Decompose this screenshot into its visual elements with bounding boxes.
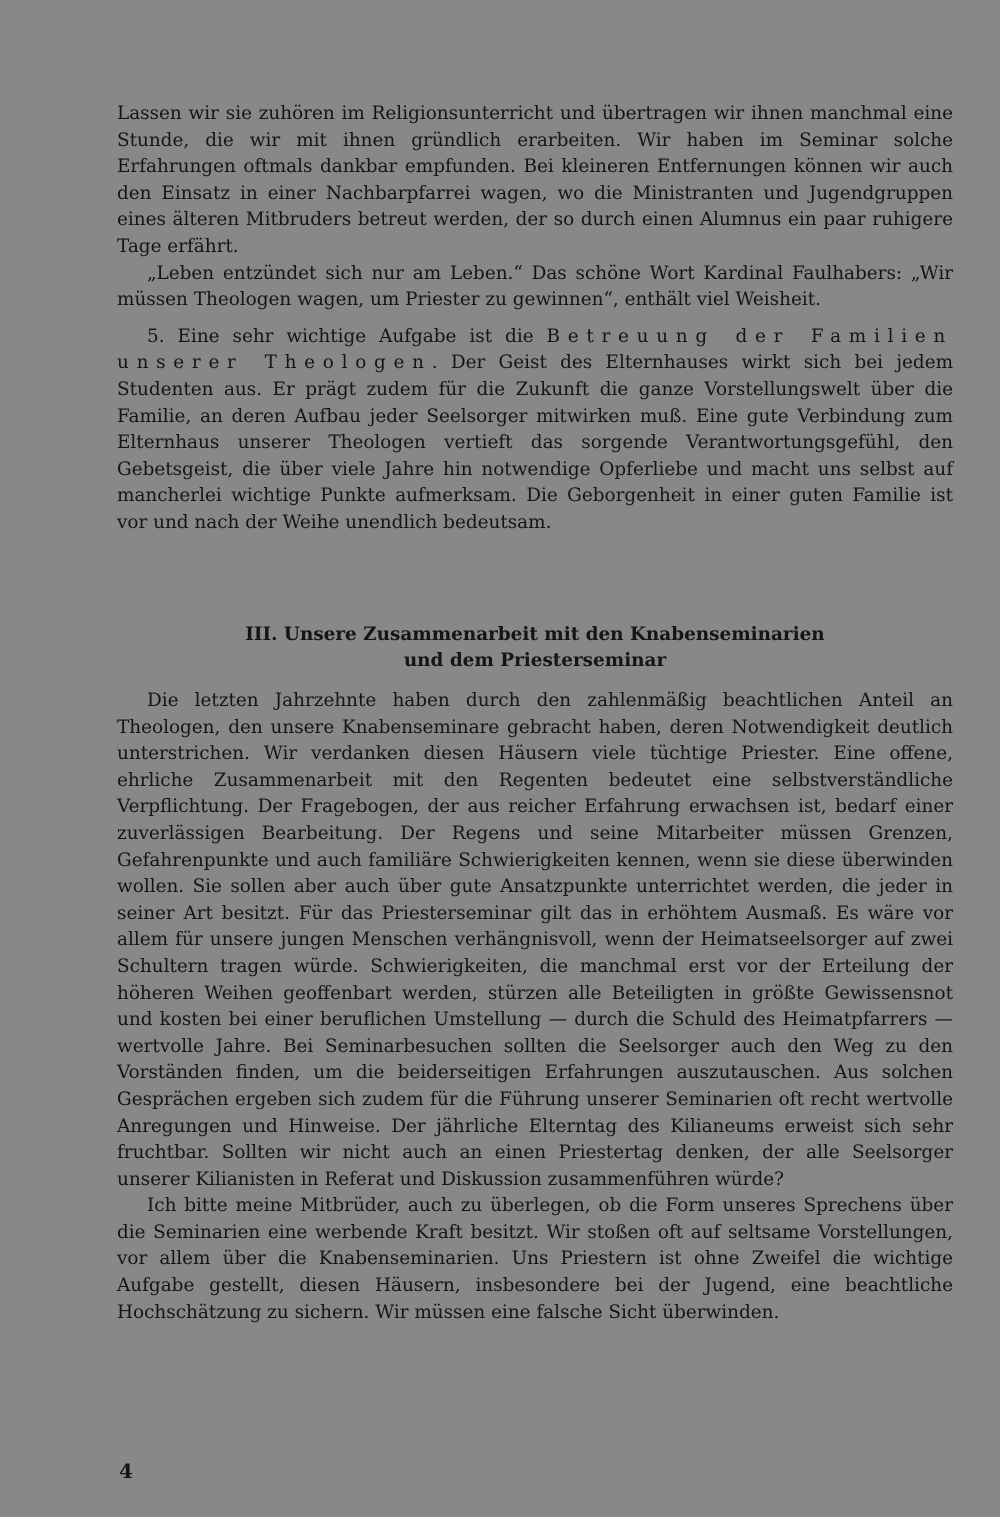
- paragraph-1: Lassen wir sie zuhören im Religionsunterricht und übertragen wir ihnen manchmal eine Stunde, die wir mit ihnen gründlich erarbeiten. Wir haben im Seminar solche Erfahrungen oftmals dankbar empfunden. Bei kleineren Entfernungen können wir auch den Einsatz in einer Nachbarpfarrei wagen, wo die Ministranten und Jugendgruppen eines älteren Mitbruders betreut werden, der so durch einen Alumnus ein paar ruhigere Tage erfährt.: [117, 103, 953, 257]
- text-block-bottom: [117, 688, 953, 1326]
- text-block-top: [117, 101, 953, 537]
- section-heading-line-2: und dem Priesterseminar: [403, 650, 667, 671]
- paragraph-3: [117, 324, 953, 537]
- paragraph-5: Ich bitte meine Mitbrüder, auch zu überlegen, ob die Form unseres Sprechens über die Seminarien eine werbende Kraft besitzt. Wir stoßen oft auf seltsame Vorstellungen, vor allem über die Knabenseminarien. Uns Priestern ist ohne Zweifel die wichtige Aufgabe gestellt, diesen Häusern, insbesondere bei der Jugend, eine beachtliche Hochschätzung zu sichern. Wir müssen eine falsche Sicht überwinden.: [117, 1195, 953, 1323]
- section-heading: [117, 622, 953, 674]
- paragraph-3-prefix: 5. Eine sehr wichtige Aufgabe ist die: [147, 325, 547, 347]
- page-number: 4: [119, 1459, 133, 1483]
- paragraph-3-rest: . Der Geist des Elternhauses wirkt sich bei jedem Studenten aus. Er prägt zudem für die Zukunft die ganze Vorstellungswelt über die Familie, an deren Aufbau jeder Seelsorger mitwirken muß. Eine gute Verbindung zum Elternhaus unserer Theologen vertieft das sorgende Verantwortungsgefühl, den Gebetsgeist, die über viele Jahre hin notwendige Opferliebe und macht uns selbst auf mancherlei wichtige Punkte aufmerksam. Die Geborgenheit in einer guten Familie ist vor und nach der Weihe unendlich bedeutsam.: [117, 352, 954, 533]
- paragraph-4: Die letzten Jahrzehnte haben durch den zahlenmäßig beachtlichen Anteil an Theologen, den unsere Knabenseminare gebracht haben, deren Notwendigkeit deutlich unterstrichen. Wir verdanken diesen Häusern viele tüchtige Priester. Eine offene, ehrliche Zusammenarbeit mit den Regenten bedeutet eine selbstverständliche Verpflichtung. Der Fragebogen, der aus reicher Erfahrung erwachsen ist, bedarf einer zuverlässigen Bearbeitung. Der Regens und seine Mitarbeiter müssen Grenzen, Gefahrenpunkte und auch familiäre Schwierigkeiten kennen, wenn sie diese überwinden wollen. Sie sollen aber auch über gute Ansatzpunkte unterrichtet werden, die jeder in seiner Art besitzt. Für das Priesterseminar gilt das in erhöhtem Ausmaß. Es wäre vor allem für unsere jungen Menschen verhängnisvoll, wenn der Heimatseelsorger auf zwei Schultern tragen würde. Schwierigkeiten, die manchmal erst vor der Erteilung der höheren Weihen geoffenbart werden, stürzen alle Beteiligten in größte Gewissensnot und kosten bei einer beruflichen Umstellung — durch die Schuld des Heimatpfarrers — wertvolle Jahre. Bei Seminarbesuchen sollten die Seelsorger auch den Weg zu den Vorständen finden, um die beiderseitigen Erfahrungen auszutauschen. Aus solchen Gesprächen ergeben sich zudem für die Führung unserer Seminarien oft recht wertvolle Anregungen und Hinweise. Der jährliche Elterntag des Kilianeums erweist sich sehr fruchtbar. Sollten wir nicht auch an einen Priestertag denken, der alle Seelsorger unserer Kilianisten in Referat und Diskussion zusammenführen würde?: [117, 690, 953, 1190]
- paragraph-3-emphasis: Betreuung der Familien unserer Theologen: [117, 325, 953, 374]
- paragraph-gap: [117, 314, 953, 324]
- section-heading-line-1: III. Unsere Zusammenarbeit mit den Knabenseminarien: [245, 624, 825, 645]
- paragraph-2: „Leben entzündet sich nur am Leben.“ Das schöne Wort Kardinal Faulhabers: „Wir müssen Theologen wagen, um Priester zu gewinnen“, enthält viel Weisheit.: [117, 262, 953, 311]
